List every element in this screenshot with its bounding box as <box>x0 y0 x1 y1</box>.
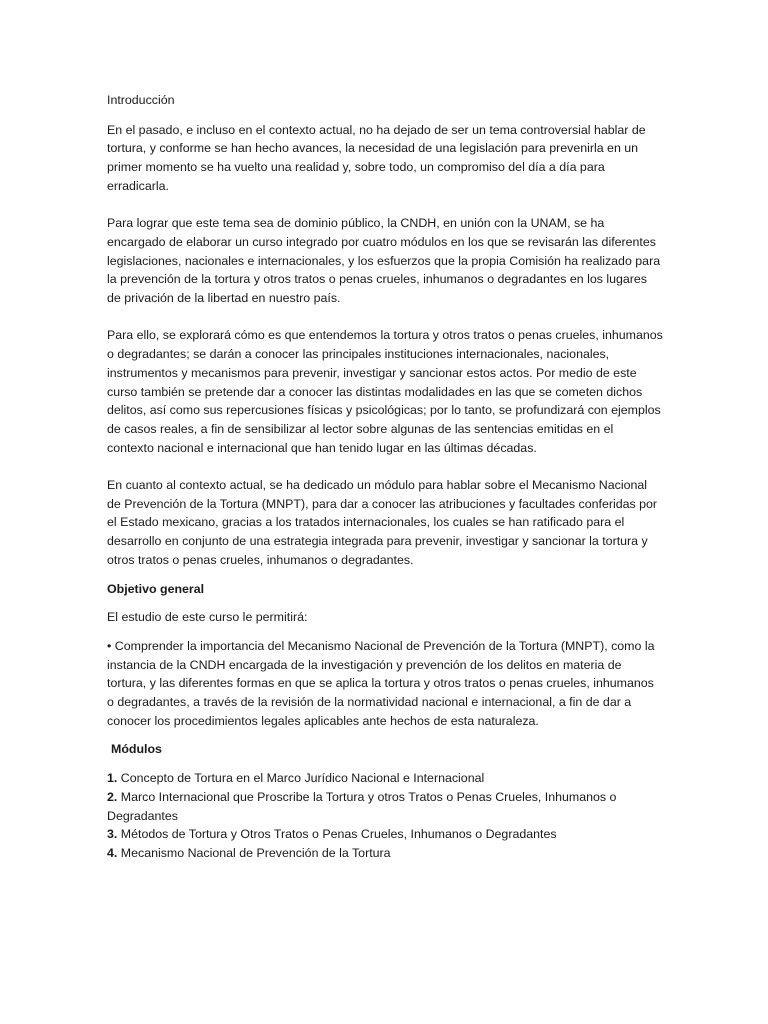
modules-heading: Módulos <box>111 742 162 757</box>
module-item <box>107 769 663 788</box>
intro-paragraph-3: Para ello, se explorará cómo es que entendemos la tortura y otros tratos o penas crueles, inhumanos o degradantes; se darán a conocer las principales instituciones internacionales, nacionales, instrumentos y mecanismos para prevenir, investigar y sancionar estos actos. Por medio de este curso también se pretende dar a conocer las distintas modalidades en las que se cometen dichos delitos, así como sus repercusiones físicas y psicológicas; por lo tanto, se profundizará con ejemplos de casos reales, a fin de sensibilizar al lector sobre algunas de las sentencias emitidas en el contexto nacional e internacional que han tenido lugar en las últimas décadas. <box>107 328 663 455</box>
modules-list <box>107 769 663 863</box>
objective-intro: El estudio de este curso le permitirá: <box>107 610 308 625</box>
objective-heading: Objetivo general <box>107 581 205 596</box>
module-title: Concepto de Tortura en el Marco Jurídico Nacional e Internacional <box>120 771 485 786</box>
intro-paragraph-4: En cuanto al contexto actual, se ha dedicado un módulo para hablar sobre el Mecanismo Nacional de Prevención de la Tortura (MNPT), para dar a conocer las atribuciones y facultades conferidas por el Estado mexicano, gracias a los tratados internacionales, los cuales se han ratificado para el desarrollo en conjunto de una estrategia integrada para prevenir, investigar y sancionar la tortura y otros tratos o penas crueles, inhumanos o degradantes. <box>107 478 658 567</box>
module-number: 3. <box>107 827 118 842</box>
module-item <box>107 844 663 863</box>
module-title: Mecanismo Nacional de Prevención de la Tortura <box>120 845 391 860</box>
module-title: Métodos de Tortura y Otros Tratos o Penas Crueles, Inhumanos o Degradantes <box>120 827 557 842</box>
module-number: 2. <box>107 789 118 804</box>
intro-paragraph-1: En el pasado, e incluso en el contexto actual, no ha dejado de ser un tema controversial hablar de tortura, y conforme se han hecho avances, la necesidad de una legislación para prevenirla en un primer momento se ha vuelto una realidad y, sobre todo, un compromiso del día a día para erradicarla. <box>107 122 646 193</box>
module-number: 4. <box>107 845 118 860</box>
document-page <box>107 91 663 863</box>
module-item <box>107 825 663 844</box>
module-title: Marco Internacional que Proscribe la Tortura y otros Tratos o Penas Crueles, Inhumanos o Degradantes <box>107 789 617 823</box>
document-title: Introducción <box>107 93 175 107</box>
module-item <box>107 788 663 825</box>
objective-bullet: • Comprender la importancia del Mecanismo Nacional de Prevención de la Tortura (MNPT), como la instancia de la CNDH encargada de la investigación y prevención de los delitos en materia de tortura, y las diferentes formas en que se aplica la tortura y otros tratos o penas crueles, inhumanos o degradantes, a través de la revisión de la normatividad nacional e internacional, a fin de dar a conocer los procedimientos legales aplicables ante hechos de esta naturaleza. <box>107 638 655 728</box>
intro-paragraph-2: Para lograr que este tema sea de dominio público, la CNDH, en unión con la UNAM, se ha encargado de elaborar un curso integrado por cuatro módulos en los que se revisarán las diferentes legislaciones, nacionales e internacionales, y los esfuerzos que la propia Comisión ha realizado para la prevención de la tortura y otros tratos o penas crueles, inhumanos o degradantes en los lugares de privación de la libertad en nuestro país. <box>107 216 661 306</box>
module-number: 1. <box>107 771 118 786</box>
